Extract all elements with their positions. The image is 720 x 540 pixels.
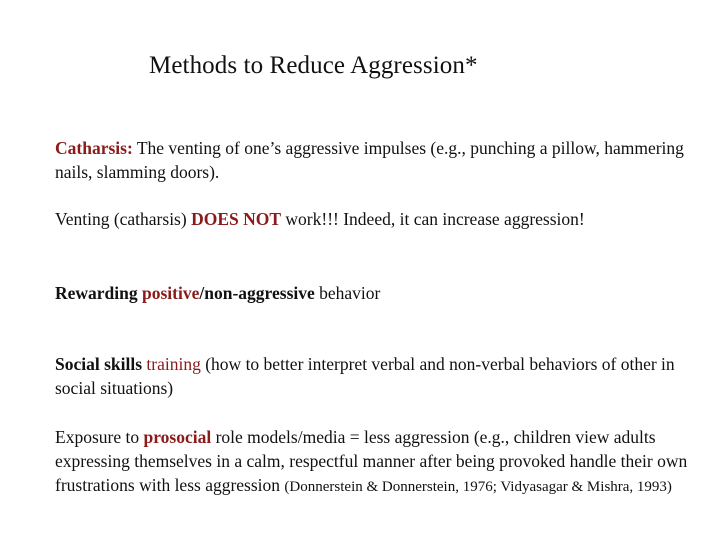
social-skills-rest: (how to better interpret verbal and non-verbal behaviors of other in social situations): [55, 354, 675, 398]
citation: (Donnerstein & Donnerstein, 1976; Vidyasagar & Mishra, 1993): [284, 479, 672, 495]
venting-paragraph: [55, 207, 695, 231]
venting-lead: Venting (catharsis): [55, 209, 192, 229]
prosocial-term: prosocial: [143, 427, 212, 447]
exposure-rest: role models/media = less aggression (e.g., children view adults expressing themselves in a calm, respectful manner after being provoked handle their own frustrations with less aggression: [55, 427, 688, 495]
social-skills-paragraph: [55, 352, 695, 400]
catharsis-paragraph: [55, 136, 695, 184]
rewarding-lead: Rewarding: [55, 283, 143, 303]
training-term: training: [146, 354, 201, 374]
rewarding-paragraph: [55, 281, 695, 305]
venting-rest: work!!! Indeed, it can increase aggression!: [281, 209, 585, 229]
catharsis-definition: The venting of one’s aggressive impulses (e.g., punching a pillow, hammering nails, slamming doors).: [55, 138, 684, 182]
slide-title: Methods to Reduce Aggression*: [149, 52, 478, 79]
catharsis-term: Catharsis:: [55, 138, 133, 158]
rewarding-rest: behavior: [314, 283, 381, 303]
exposure-lead: Exposure to: [55, 427, 144, 447]
non-aggressive-term: /non-aggressive: [199, 283, 315, 303]
social-skills-lead: Social skills: [55, 354, 147, 374]
exposure-paragraph: [55, 425, 695, 499]
does-not-emphasis: DOES NOT: [191, 209, 282, 229]
positive-term: positive: [142, 283, 200, 303]
